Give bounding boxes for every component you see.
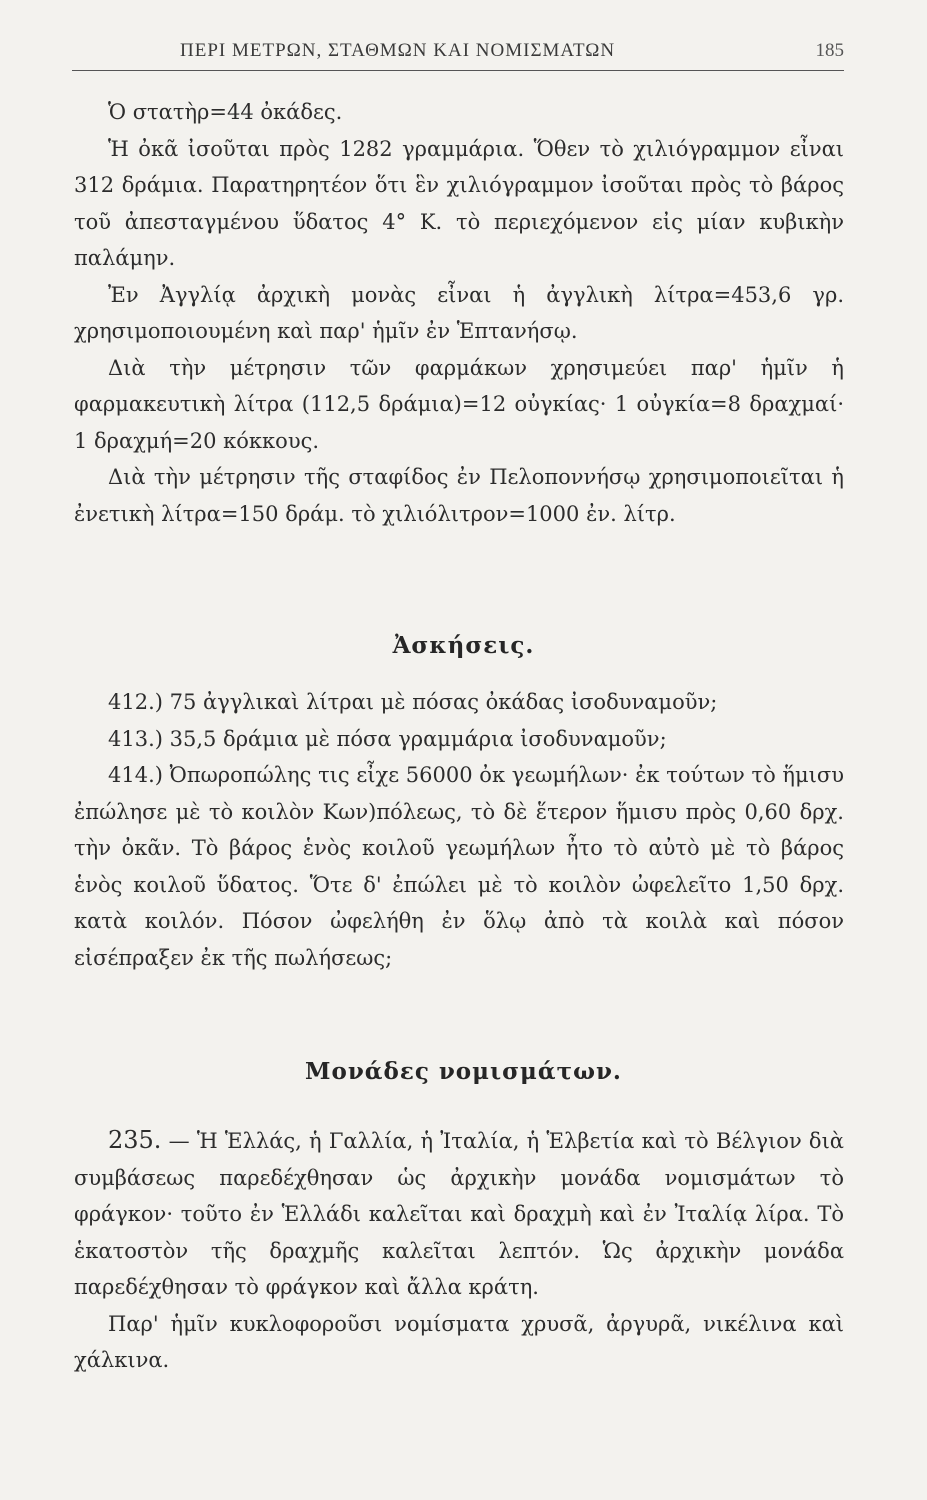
paragraph-coins: Παρ' ἡμῖν κυκλοφοροῦσι νομίσματα χρυσᾶ, ἀργυρᾶ, νικέλινα καὶ χάλκινα. xyxy=(74,1311,844,1372)
currency-heading xyxy=(0,1058,927,1085)
exercises-block xyxy=(74,684,844,976)
paragraph-pharmaceutical-pound: Διὰ τὴν μέτρησιν τῶν φαρμάκων χρησιμεύει παρ' ἡμῖν ἡ φαρμακευτικὴ λίτρα (112,5 δράμια)=12 οὐγκίας· 1 οὐγκία=8 δραχμαί· 1 δραχμή=20 κόκκους. xyxy=(74,355,844,453)
exercises-heading xyxy=(0,632,927,659)
exercises-heading-text: Ἀσκήσεις. xyxy=(392,632,535,659)
weights-text-block xyxy=(74,94,844,532)
exercise-412: 412.) 75 ἀγγλικαὶ λίτραι μὲ πόσας ὀκάδας ἰσοδυναμοῦν; xyxy=(108,690,718,714)
paragraph-venetian-pound: Διὰ τὴν μέτρησιν τῆς σταφίδος ἐν Πελοποννήσῳ χρησιμοποιεῖται ἡ ἐνετικὴ λίτρα=150 δράμ. τὸ χιλιόλιτρον=1000 ἐν. λίτρ. xyxy=(74,465,844,526)
currency-block xyxy=(74,1122,844,1379)
exercise-414: 414.) Ὀπωροπώλης τις εἶχε 56000 ὀκ γεωμήλων· ἐκ τούτων τὸ ἥμισυ ἐπώλησε μὲ τὸ κοιλὸν Κων)πόλεως, τὸ δὲ ἕτερον ἥμισυ πρὸς 0,60 δρχ. τὴν ὀκᾶν. Τὸ βάρος ἑνὸς κοιλοῦ γεωμήλων ἦτο τὸ αὐτὸ μὲ τὸ βάρος ἑνὸς κοιλοῦ ὕδατος. Ὅτε δ' ἐπώλει μὲ τὸ κοιλὸν ὠφελεῖτο 1,50 δρχ. κατὰ κοιλόν. Πόσον ὠφελήθη ἐν ὅλῳ ἀπὸ τὰ κοιλὰ καὶ πόσον εἰσέπραξεν ἐκ τῆς πωλήσεως; xyxy=(74,763,844,970)
paragraph-oka: Ἡ ὀκᾶ ἰσοῦται πρὸς 1282 γραμμάρια. Ὅθεν τὸ χιλιόγραμμον εἶναι 312 δράμια. Παρατηρητέον ὅτι ἓν χιλιόγραμμον ἰσοῦται πρὸς τὸ βάρος τοῦ ἀπεσταγμένου ὕδατος 4° Κ. τὸ περιεχόμενον εἰς μίαν κυβικὴν παλάμην. xyxy=(74,136,844,270)
section-235-text: — Ἡ Ἑλλάς, ἡ Γαλλία, ἡ Ἰταλία, ἡ Ἑλβετία καὶ τὸ Βέλγιον διὰ συμβάσεως παρεδέχθησαν ὡς ἀρχικὴν μονάδα νομισμάτων τὸ φράγκον· τοῦτο ἐν Ἑλλάδι καλεῖται καὶ δραχμὴ καὶ ἐν Ἰταλίᾳ λίρα. Τὸ ἑκατοστὸν τῆς δραχμῆς καλεῖται λεπτόν. Ὡς ἀρχικὴν μονάδα παρεδέχθησαν τὸ φράγκον καὶ ἄλλα κράτη. xyxy=(74,1129,844,1299)
paragraph-stater: Ὁ στατὴρ=44 ὀκάδες. xyxy=(108,100,343,124)
running-head: ΠΕΡΙ ΜΕΤΡΩΝ, ΣΤΑΘΜΩΝ ΚΑΙ ΝΟΜΙΣΜΑΤΩΝ xyxy=(180,40,616,61)
page-number: 185 xyxy=(815,40,844,61)
page-header xyxy=(72,38,844,71)
paragraph-english-pound: Ἐν Ἀγγλίᾳ ἀρχικὴ μονὰς εἶναι ἡ ἀγγλικὴ λίτρα=453,6 γρ. χρησιμοποιουμένη καὶ παρ' ἡμῖν ἐν Ἑπτανήσῳ. xyxy=(74,282,844,343)
section-number: 235. xyxy=(108,1126,162,1154)
section-235 xyxy=(74,1122,844,1306)
exercise-413: 413.) 35,5 δράμια μὲ πόσα γραμμάρια ἰσοδυναμοῦν; xyxy=(108,726,667,751)
currency-heading-text: Μονάδες νομισμάτων. xyxy=(305,1058,622,1085)
